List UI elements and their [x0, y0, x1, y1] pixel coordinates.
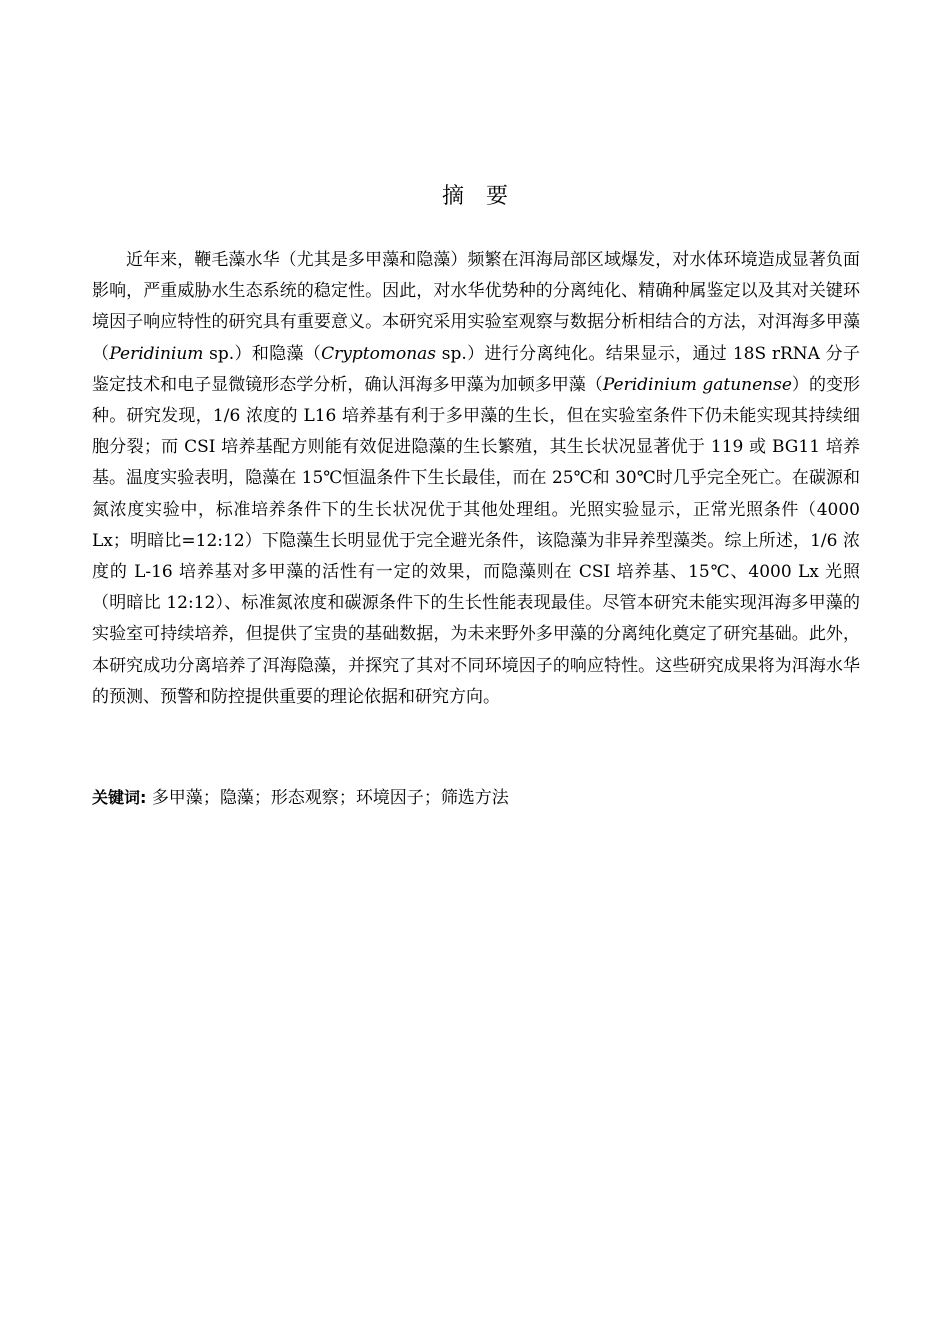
- abstract-text-2: sp.）和隐藻（: [203, 343, 322, 364]
- keyword-separator: ；: [423, 788, 441, 808]
- species-peridinium-gatunense: Peridinium gatunense: [602, 374, 792, 395]
- keyword-item: 筛选方法: [440, 788, 509, 808]
- abstract-paragraph: [92, 245, 860, 713]
- keyword-item: 环境因子: [355, 788, 424, 808]
- abstract-text-4: ）的变形种。研究发现，1/6 浓度的 L16 培养基有利于多甲藻的生长，但在实验室条件下仍未能实现其持续细胞分裂；而 CSI 培养基配方则能有效促进隐藻的生长繁殖，其生长状况显著优于 119 或 BG11 培养基。温度实验表明，隐藻在 15℃恒温条件下生长最佳，而在 25℃和 30℃时几乎完全死亡。在碳源和氮浓度实验中，标准培养条件下的生长状况优于其他处理组。光照实验显示，正常光照条件（4000 Lx；明暗比=12:12）下隐藻生长明显优于完全避光条件，该隐藻为非异养型藻类。综上所述，1/6 浓度的 L-16 培养基对多甲藻的活性有一定的效果，而隐藻则在 CSI 培养基、15℃、4000 Lx 光照（明暗比 12:12）、标准氮浓度和碳源条件下的生长性能表现最佳。尽管本研究未能实现洱海多甲藻的实验室可持续培养，但提供了宝贵的基础数据，为未来野外多甲藻的分离纯化奠定了研究基础。此外，本研究成功分离培养了洱海隐藻，并探究了其对不同环境因子的响应特性。这些研究成果将为洱海水华的预测、预警和防控提供重要的理论依据和研究方向。: [92, 374, 861, 707]
- keyword-item: 形态观察: [270, 788, 339, 808]
- abstract-text-1: 近年来，鞭毛藻水华（尤其是多甲藻和隐藻）频繁在洱海局部区域爆发，对水体环境造成显著负面影响，严重威胁水生态系统的稳定性。因此，对水华优势种的分离纯化、精确种属鉴定以及其对关键环境因子响应特性的研究具有重要意义。本研究采用实验室观察与数据分析相结合的方法，对洱海多甲藻（: [92, 250, 860, 364]
- genus-peridinium: Peridinium: [109, 343, 204, 364]
- abstract-text-3: sp.）进行分离纯化。结果显示，通过 18S rRNA 分子鉴定技术和电子显微镜形态学分析，确认洱海多甲藻为加顿多甲藻（: [92, 343, 861, 395]
- keyword-separator: ；: [338, 788, 356, 808]
- genus-cryptomonas: Cryptomonas: [321, 343, 437, 364]
- keywords-line: [92, 782, 860, 814]
- keyword-item: 隐藻: [219, 788, 254, 808]
- keyword-separator: ；: [253, 788, 271, 808]
- keywords-label: 关键词:: [92, 788, 147, 807]
- keyword-separator: ；: [202, 788, 220, 808]
- keyword-item: 多甲藻: [151, 788, 203, 808]
- abstract-heading: 摘 要: [441, 184, 508, 209]
